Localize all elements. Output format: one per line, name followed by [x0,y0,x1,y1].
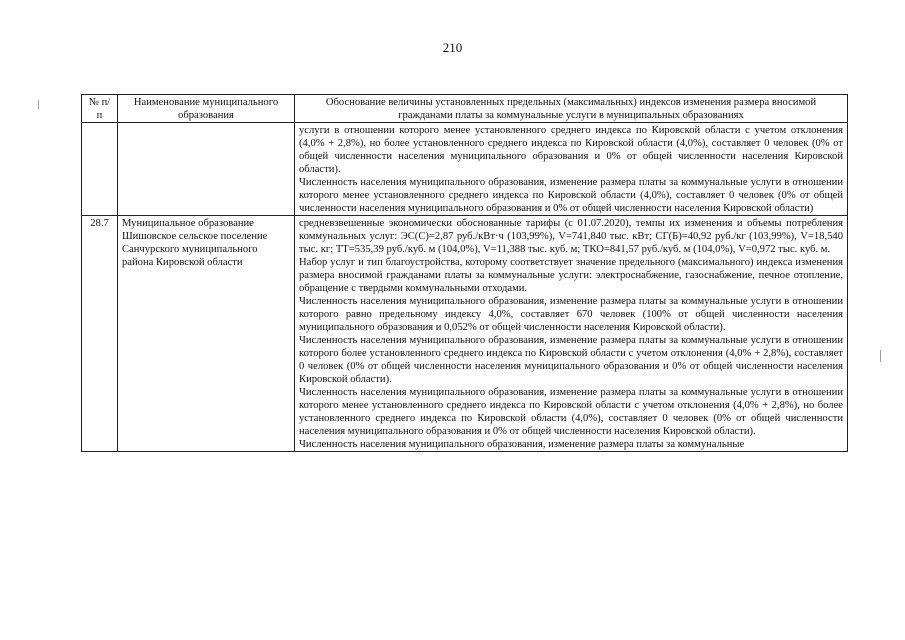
row-municipality-name: Муниципальное образование Шишовское сельское поселение Санчурского муниципального района Кировской области [118,216,295,452]
justification-paragraph: Численность населения муниципального образования, изменение размера платы за коммунальные услуги в отношении которого менее установленного среднего индекса по Кировской области с учетом отклонения (4,0% + 2,8%), но более установленного среднего индекса по Кировской области (4,0%), составляет 0 человек (0% от общей численности населения муниципального образования и 0% от общей численности населения Кировской области). [299,387,843,437]
row-justification [295,123,848,216]
header-justification: Обоснование величины установленных предельных (максимальных) индексов изменения размера вносимой гражданами платы за коммунальные услуги в муниципальных образованиях [295,95,848,123]
justification-paragraph: Численность населения муниципального образования, изменение размера платы за коммунальные услуги в отношении которого равно предельному индексу 4,0%, составляет 670 человек (100% от общей численности населения муниципального образования и 0,052% от общей численности населения Кировской области). [299,296,843,333]
table-row [82,216,848,452]
table-header-row [82,95,848,123]
justification-paragraph: Набор услуг и тип благоустройства, которому соответствует значение предельного (максимального) индекса изменения размера вносимой гражданами платы за коммунальные услуги: электроснабжение, газоснабжение, печное отопление, обращение с твердыми коммунальными отходами. [299,257,843,294]
row-number: 28.7 [82,216,118,452]
justification-paragraph: средневзвешенные экономически обоснованные тарифы (с 01.07.2020), темпы их изменения и объемы потребления коммунальных услуг: ЭС(С)=2,87 руб./кВт·ч (103,99%), V=741,840 тыс. кВт; СГ(Б)=40,92 руб./кг (103,99%), V=18,540 тыс. кг; ТТ=535,39 руб./куб. м (104,0%), V=11,388 тыс. куб. м; ТКО=841,57 руб./куб. м (104,0%), V=0,972 тыс. куб. м. [299,218,843,255]
scan-mark-right [880,350,881,362]
row-justification [295,216,848,452]
justification-paragraph: Численность населения муниципального образования, изменение размера платы за коммунальные услуги в отношении которого менее установленного среднего индекса по Кировской области (4,0%), составляет 0 человек (0% от общей численности населения муниципального образования и 0% от общей численности населения Кировской области) [299,177,843,214]
tariff-justification-table [81,94,848,452]
justification-paragraph: Численность населения муниципального образования, изменение размера платы за коммунальные [299,439,745,450]
justification-paragraph: Численность населения муниципального образования, изменение размера платы за коммунальные услуги в отношении которого более установленного среднего индекса по Кировской области с учетом отклонения (4,0% + 2,8%), составляет 0 человек (0% от общей численности населения муниципального образования и 0% от общей численности населения Кировской области). [299,335,843,385]
header-municipality-name: Наименование муниципального образования [118,95,295,123]
table-row [82,123,848,216]
scan-mark-left [38,100,39,109]
header-number: № п/п [82,95,118,123]
row-number [82,123,118,216]
justification-paragraph: услуги в отношении которого менее установленного среднего индекса по Кировской области с учетом отклонения (4,0% + 2,8%), но более установленного среднего индекса по Кировской области (4,0%), составляет 0 человек (0% от общей численности населения муниципального образования и 0% от общей численности населения Кировской области). [299,125,843,175]
row-municipality-name [118,123,295,216]
page-number: 210 [442,40,463,55]
